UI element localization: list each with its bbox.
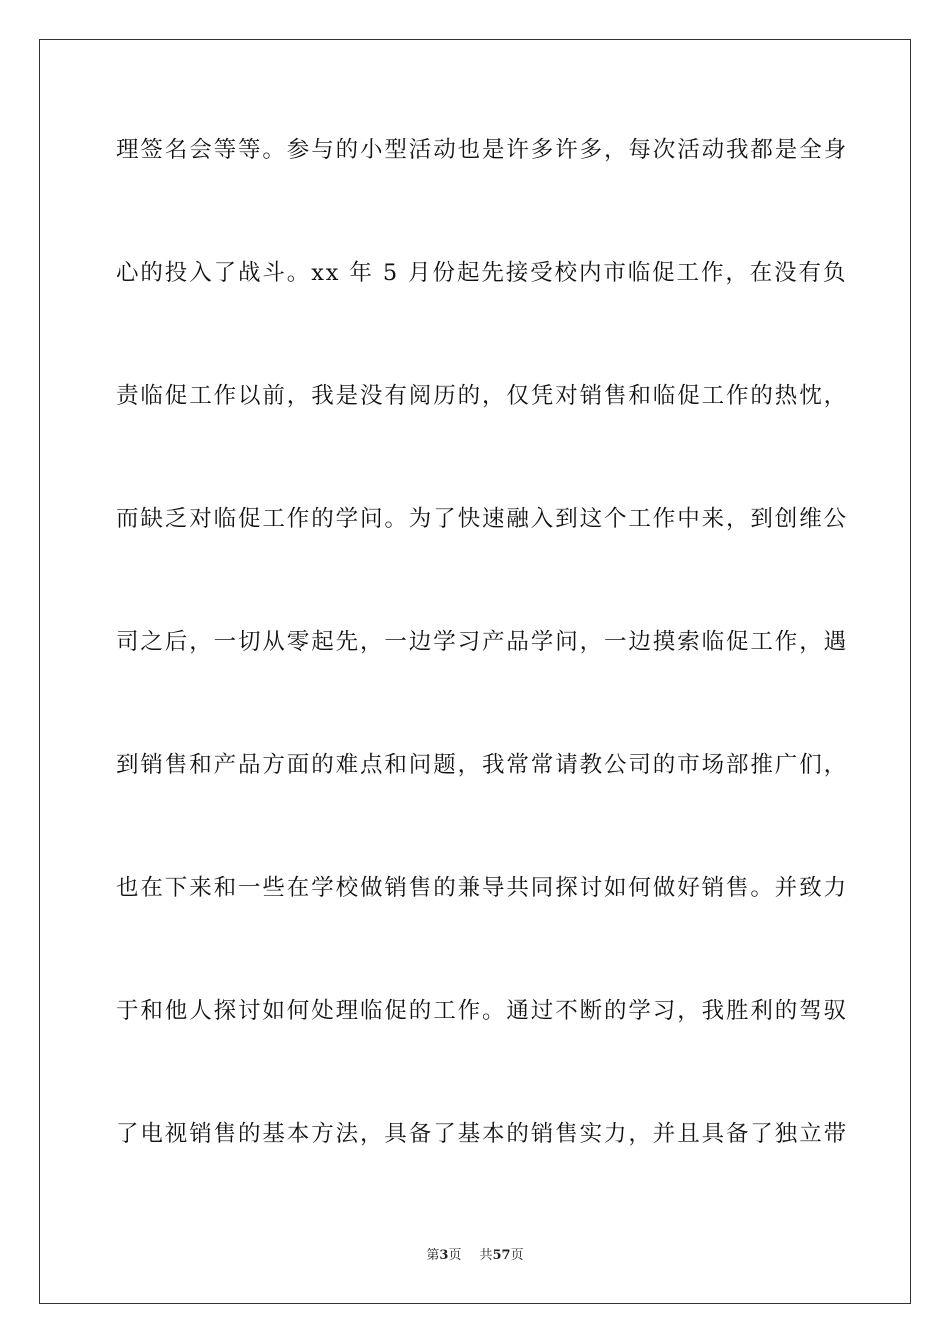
- page-footer: [0, 1246, 950, 1266]
- page-suffix: 页: [448, 1248, 462, 1263]
- text-line-2: 心的投入了战斗。xx 年 5 月份起先接受校内市临促工作，在没有负: [116, 260, 848, 286]
- text-line-9: 了电视销售的基本方法，具备了基本的销售实力，并且具备了独立带: [116, 1121, 849, 1147]
- document-body: [116, 130, 849, 1237]
- text-line-8: 于和他人探讨如何处理临促的工作。通过不断的学习，我胜利的驾驭: [116, 998, 849, 1024]
- page-prefix: 第: [426, 1248, 440, 1263]
- total-suffix: 页: [510, 1248, 524, 1263]
- total-pages: 57: [492, 1248, 511, 1263]
- text-line-7: 也在下来和一些在学校做销售的兼导共同探讨如何做好销售。并致力: [116, 875, 849, 901]
- text-line-4: 而缺乏对临促工作的学问。为了快速融入到这个工作中来，到创维公: [116, 506, 849, 532]
- page-number: 3: [439, 1248, 449, 1263]
- text-line-1: 理签名会等等。参与的小型活动也是许多许多，每次活动我都是全身: [116, 137, 849, 163]
- text-line-3: 责临促工作以前，我是没有阅历的，仅凭对销售和临促工作的热忱，: [116, 383, 849, 409]
- total-prefix: 共: [479, 1248, 493, 1263]
- text-line-6: 到销售和产品方面的难点和问题，我常常请教公司的市场部推广们，: [116, 752, 849, 778]
- text-line-5: 司之后，一切从零起先，一边学习产品学问，一边摸索临促工作，遇: [116, 629, 849, 655]
